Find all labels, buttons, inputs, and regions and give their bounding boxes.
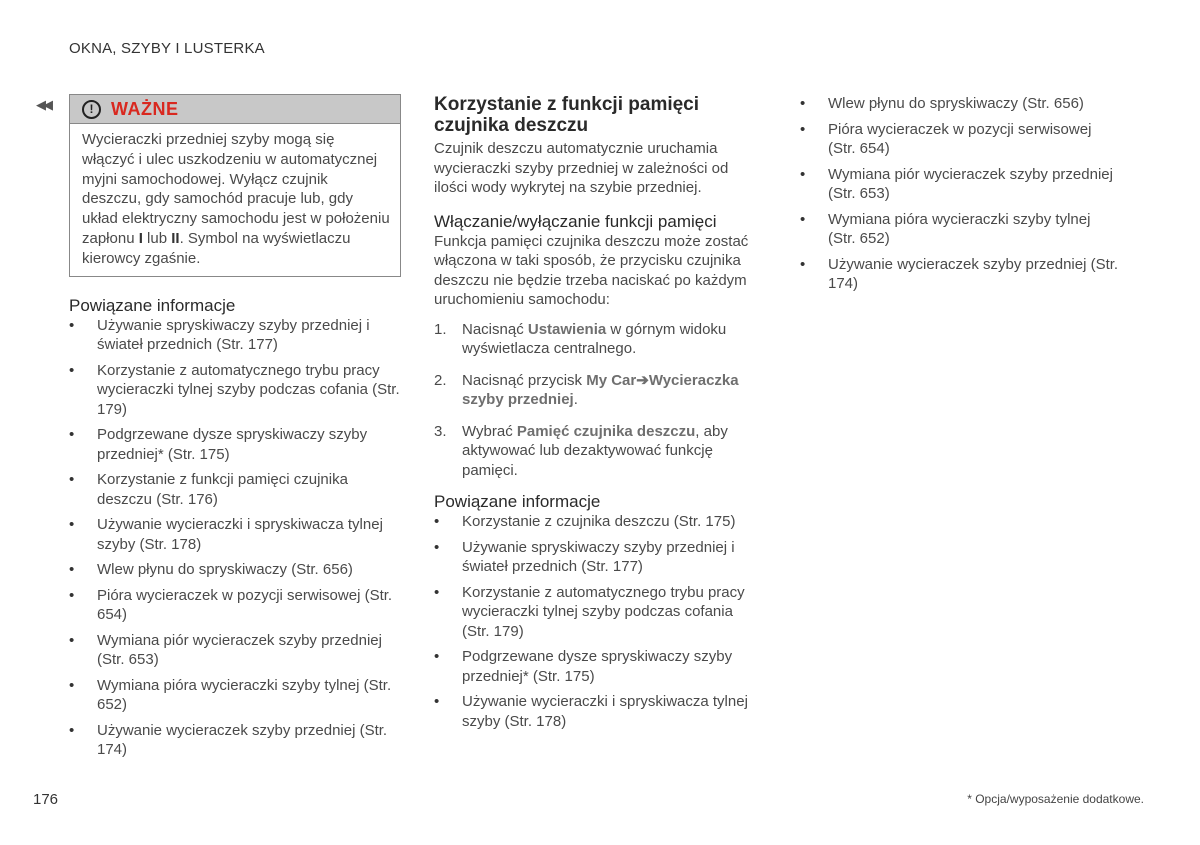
footnote: * Opcja/wyposażenie dodatkowe. [967,792,1144,806]
list-item: • Korzystanie z automatycznego trybu pracy wycieraczki tylnej szyby podczas cofania (Str. 179) [69,361,401,420]
settings-menu-label: Ustawienia [527,320,607,338]
list-item: • Podgrzewane dysze spryskiwaczy szyby przedniej* (Str. 175) [434,647,764,686]
memory-subheading: Włączanie/wyłączanie funkcji pamięci [434,211,717,231]
list-item: • Wlew płynu do spryskiwaczy (Str. 656) [800,94,1120,114]
list-item: • Wymiana pióra wycieraczki szyby tylnej (Str. 652) [800,210,1120,249]
step-3: 3. Wybrać Pamięć czujnika deszczu, aby aktywować lub dezaktywować funkcję pamięci. [434,422,728,479]
list-item: • Używanie wycieraczek szyby przedniej (Str. 174) [69,721,401,760]
list-item: • Korzystanie z czujnika deszczu (Str. 175) [434,512,764,532]
steps-list [434,320,764,481]
list-item: • Korzystanie z funkcji pamięci czujnika deszczu (Str. 176) [69,470,401,509]
warning-text: Wycieraczki przedniej szyby mogą się włączyć i ulec uszkodzeniu w automatycznej myjni samochodowej. Wyłącz czujnik deszczu, gdy samochód pracuje lub, gdy układ elektryczny samochodu jest w położeniu zapłonu I lub II. Symbol na wyświetlaczu kierowcy zgaśnie. [82,131,390,267]
page-header-title: OKNA, SZYBY I LUSTERKA [69,40,265,57]
arrow-right-icon: ➔ [636,371,649,389]
list-item: • Wymiana piór wycieraczek szyby przedniej (Str. 653) [800,165,1120,204]
warning-title: WAŻNE [111,98,179,119]
warning-box [69,94,401,277]
list-item: • Pióra wycieraczek w pozycji serwisowej (Str. 654) [800,120,1120,159]
left-column [69,94,401,766]
list-item: • Używanie wycieraczki i spryskiwacza tylnej szyby (Str. 178) [434,692,764,731]
list-item: • Podgrzewane dysze spryskiwaczy szyby przedniej* (Str. 175) [69,425,401,464]
warning-header [70,95,400,124]
rain-sensor-memory-label: Pamięć czujnika deszczu [516,422,696,440]
windscreen-wiper-menu-label: Wycieraczka szyby przedniej [462,371,739,408]
list-item: • Używanie wycieraczki i spryskiwacza tylnej szyby (Str. 178) [69,515,401,554]
related-info-heading: Powiązane informacje [69,295,236,315]
list-item: • Używanie spryskiwaczy szyby przedniej i świateł przednich (Str. 177) [69,316,401,355]
list-item: • Korzystanie z automatycznego trybu pracy wycieraczki tylnej szyby podczas cofania (Str. 179) [434,583,764,642]
step-1: 1. Nacisnąć Ustawienia w górnym widoku wyświetlacza centralnego. [434,320,727,357]
list-item: • Wymiana piór wycieraczek szyby przedniej (Str. 653) [69,631,401,670]
warning-exclamation-icon: ! [82,100,101,119]
middle-column [434,94,764,737]
memory-description: Funkcja pamięci czujnika deszczu może zostać włączona w taki sposób, że przycisku czujnika deszczu nie będzie trzeba naciskać po każdym uruchomieniu samochodu: [434,232,749,308]
related-info-heading-mid: Powiązane informacje [434,492,601,511]
section-title: Korzystanie z funkcji pamięci czujnika deszczu [434,94,700,136]
step-2: 2. Nacisnąć przycisk My Car➔Wycieraczka szyby przedniej. [434,371,739,408]
list-item: • Używanie wycieraczek szyby przedniej (Str. 174) [800,255,1120,294]
right-column [800,94,1120,300]
related-info-list-right [800,94,1120,294]
list-item: • Pióra wycieraczek w pozycji serwisowej (Str. 654) [69,586,401,625]
related-info-list-mid [434,512,764,731]
list-item: • Wlew płynu do spryskiwaczy (Str. 656) [69,560,401,580]
list-item: • Wymiana pióra wycieraczki szyby tylnej (Str. 652) [69,676,401,715]
related-info-list [69,316,401,760]
previous-page-icon: ◀◀ [36,97,50,112]
list-item: • Używanie spryskiwaczy szyby przedniej i świateł przednich (Str. 177) [434,538,764,577]
section-intro: Czujnik deszczu automatycznie uruchamia wycieraczki szyby przedniej w zależności od ilości wody wykrytej na szybie przedniej. [434,140,729,196]
page-number: 176 [33,791,59,808]
my-car-menu-label: My Car [586,371,637,389]
